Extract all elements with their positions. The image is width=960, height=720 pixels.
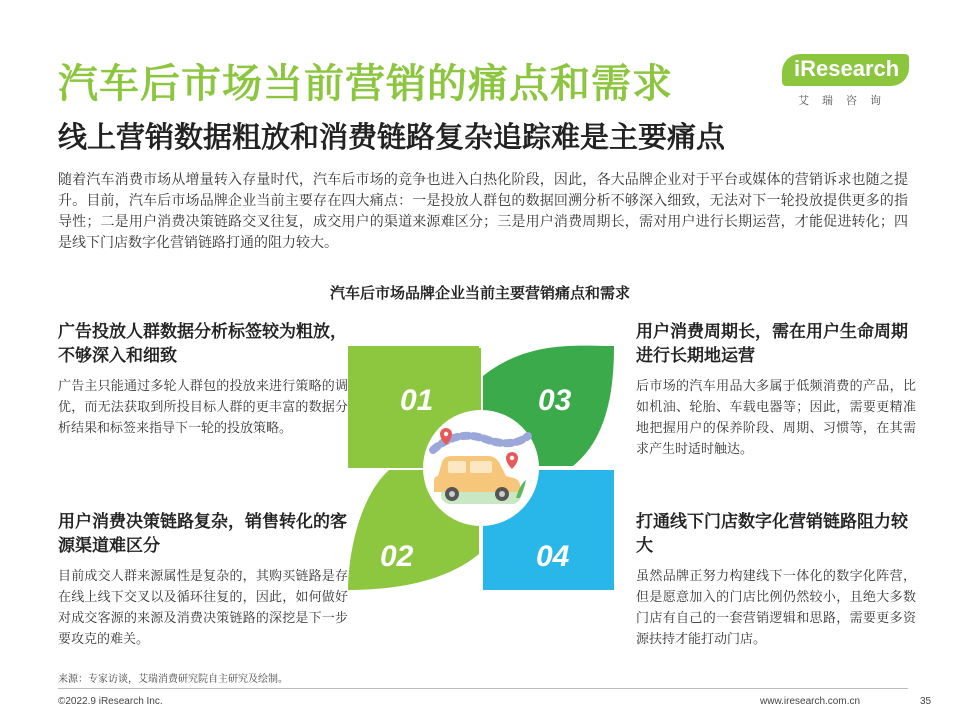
pain-point-02-title: 用户消费决策链路复杂，销售转化的客源渠道难区分 bbox=[58, 512, 347, 556]
page-title: 汽车后市场当前营销的痛点和需求 bbox=[58, 61, 673, 107]
petal-03-number: 03 bbox=[538, 384, 572, 417]
logo-chinese: 艾瑞咨询 bbox=[798, 94, 894, 107]
website-link[interactable]: www.iresearch.com.cn bbox=[760, 696, 861, 707]
iresearch-logo bbox=[782, 50, 912, 110]
pain-point-03 bbox=[636, 320, 916, 460]
pain-point-03-title: 用户消费周期长，需在用户生命周期进行长期地运营 bbox=[636, 322, 908, 366]
petal-02-number: 02 bbox=[380, 540, 414, 573]
logo-brand: iResearch bbox=[782, 54, 909, 86]
pain-point-01-desc: 广告主只能通过多轮人群包的投放来进行策略的调优，而无法获取到所投目标人群的更丰富的数据分析结果和标签来指导下一轮的投放策略。 bbox=[58, 379, 348, 436]
pain-point-04-desc: 虽然品牌正努力构建线下一体化的数字化阵营，但是愿意加入的门店比例仍然较小，且绝大多数门店有自己的一套营销逻辑和思路，需要更多资源扶持才能打动门店。 bbox=[636, 569, 916, 647]
intro-paragraph: 随着汽车消费市场从增量转入存量时代，汽车后市场的竞争也进入白热化阶段，因此，各大品牌企业对于平台或媒体的营销诉求也随之提升。目前，汽车后市场品牌企业当前主要存在四大痛点：一是投放人群包的数据回溯分析不够深入细致，无法对下一轮投放提供更多的指导性；二是用户消费决策链路交叉往复，成交用户的渠道来源难区分；三是用户消费周期长，需对用户进行长期运营，才能促进转化；四是线下门店数字化营销链路打通的阻力较大。 bbox=[58, 172, 908, 251]
page-subtitle: 线上营销数据粗放和消费链路复杂追踪难是主要痛点 bbox=[58, 120, 726, 154]
four-petal-diagram bbox=[338, 318, 624, 618]
figure-title: 汽车后市场品牌企业当前主要营销痛点和需求 bbox=[329, 284, 630, 302]
petal-04-number: 04 bbox=[536, 540, 570, 573]
pain-point-02 bbox=[58, 510, 348, 650]
copyright-text: ©2022.9 iResearch Inc. bbox=[58, 696, 163, 707]
car-illustration-icon bbox=[433, 428, 528, 504]
petal-01-number: 01 bbox=[400, 384, 434, 417]
pain-point-01 bbox=[58, 320, 348, 439]
pain-point-01-title: 广告投放人群数据分析标签较为粗放，不够深入和细致 bbox=[58, 322, 347, 366]
pain-point-02-desc: 目前成交人群来源属性是复杂的，其购买链路是存在线上线下交叉以及循环往复的，因此，如何做好对成交客源的来源及消费决策链路的深挖是下一步要攻克的难关。 bbox=[58, 569, 348, 647]
pain-point-04-title: 打通线下门店数字化营销链路阻力较大 bbox=[636, 512, 908, 556]
footer-divider bbox=[58, 688, 908, 689]
page-number: 35 bbox=[920, 696, 932, 707]
source-note: 来源：专家访谈，艾瑞消费研究院自主研究及绘制。 bbox=[58, 674, 288, 685]
pain-point-04 bbox=[636, 510, 916, 650]
pain-point-03-desc: 后市场的汽车用品大多属于低频消费的产品，比如机油、轮胎、车载电器等；因此，需要更精准地把握用户的保养阶段、周期、习惯等，在其需求产生时适时触达。 bbox=[636, 379, 916, 457]
